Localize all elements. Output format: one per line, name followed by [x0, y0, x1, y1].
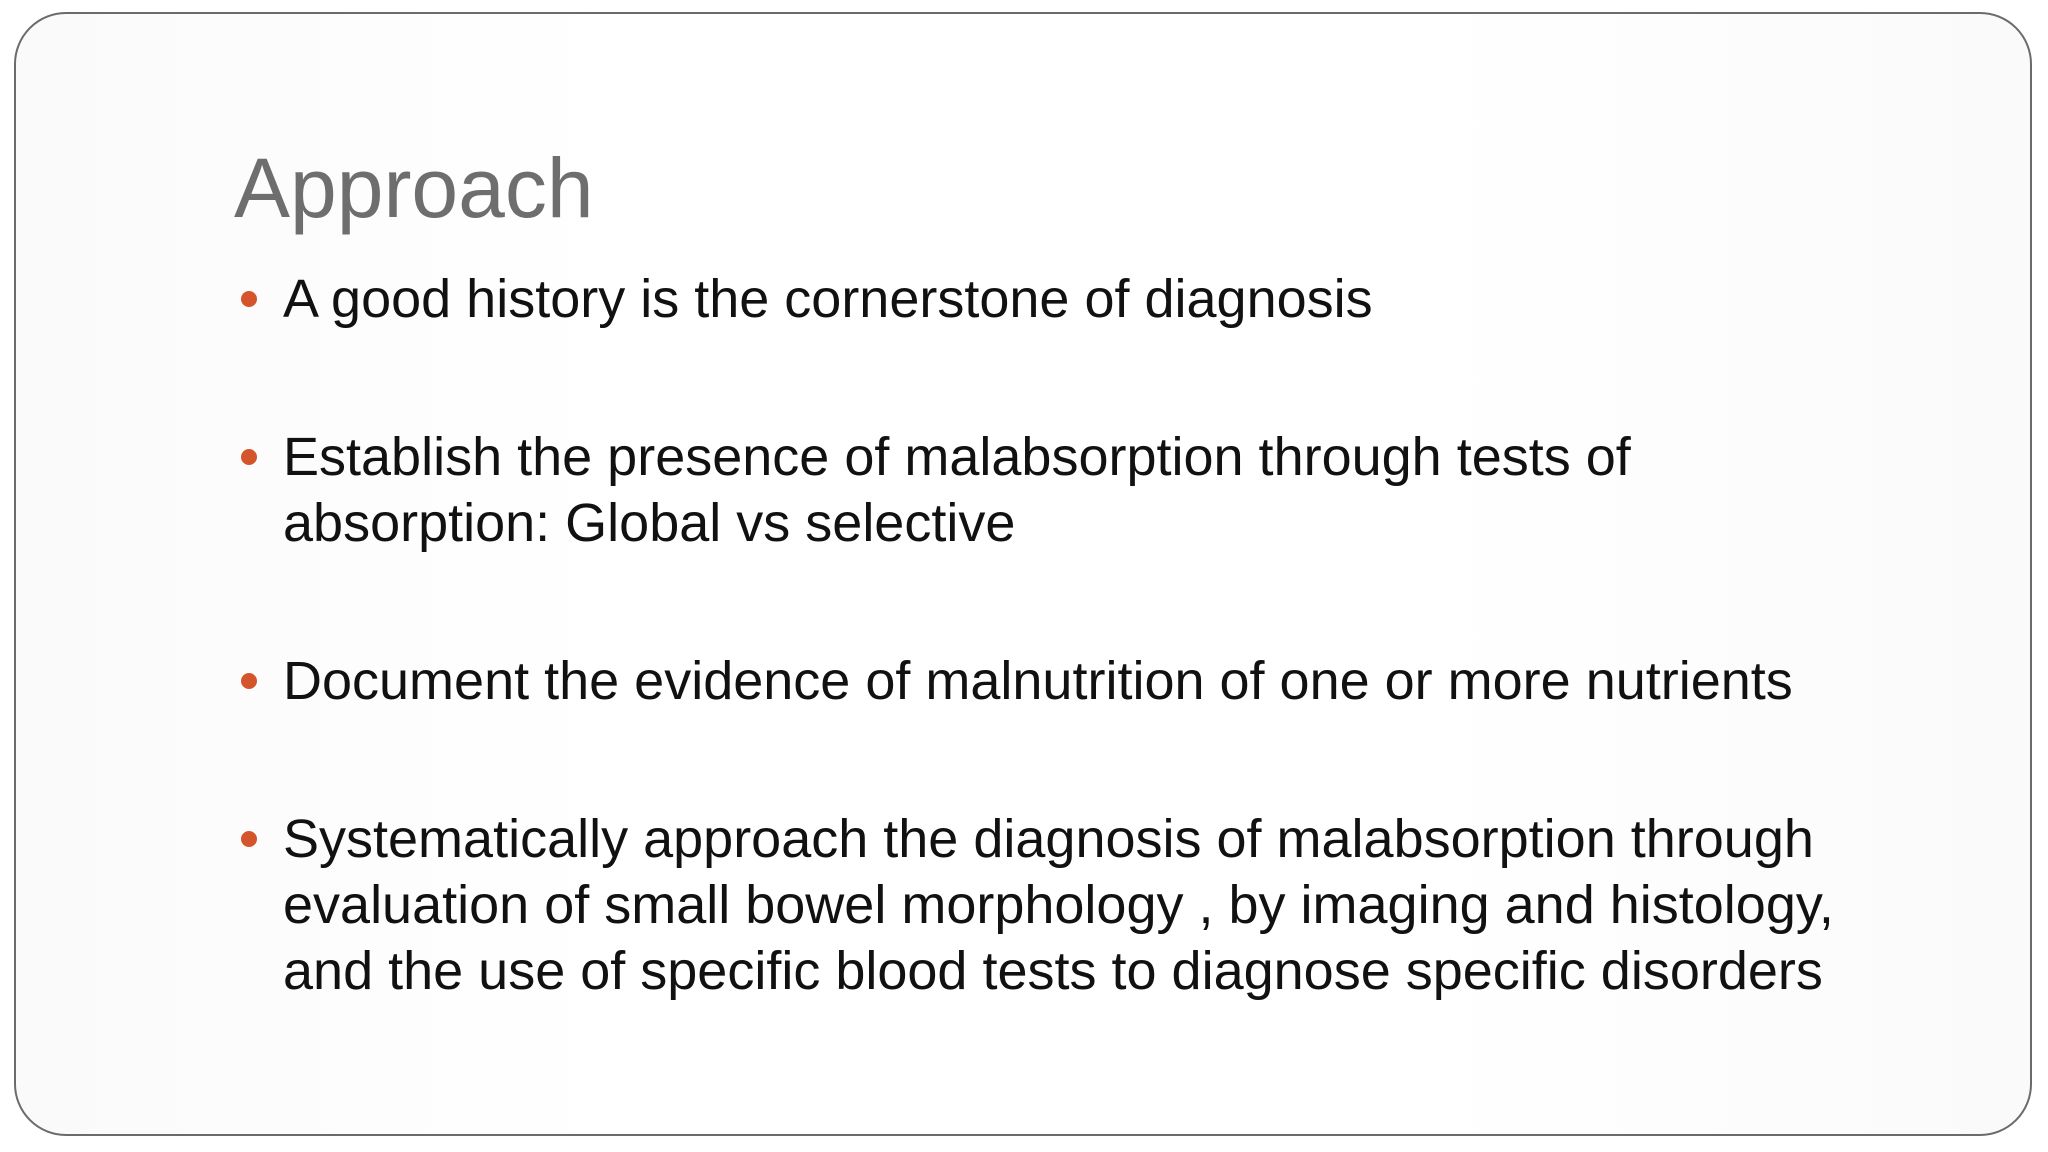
- bullet-text: Establish the presence of malabsorption through tests of absorption: Global vs selective: [283, 427, 1631, 553]
- bullet-item: [238, 424, 1918, 556]
- bullet-dot-icon: [241, 449, 257, 465]
- bullet-list: [238, 266, 1918, 1096]
- slide-title: Approach: [234, 141, 594, 235]
- bullet-dot-icon: [241, 291, 257, 307]
- bullet-item: [238, 266, 1918, 332]
- bullet-text: Document the evidence of malnutrition of one or more nutrients: [283, 651, 1793, 711]
- bullet-dot-icon: [241, 673, 257, 689]
- bullet-item: [238, 648, 1918, 714]
- slide-frame: [14, 12, 2032, 1136]
- bullet-text: A good history is the cornerstone of diagnosis: [283, 269, 1373, 329]
- bullet-item: [238, 806, 1918, 1004]
- bullet-dot-icon: [241, 831, 257, 847]
- bullet-text: Systematically approach the diagnosis of malabsorption through evaluation of small bowel morphology , by imaging and histology, and the use of specific blood tests to diagnose specific disorders: [283, 809, 1834, 1001]
